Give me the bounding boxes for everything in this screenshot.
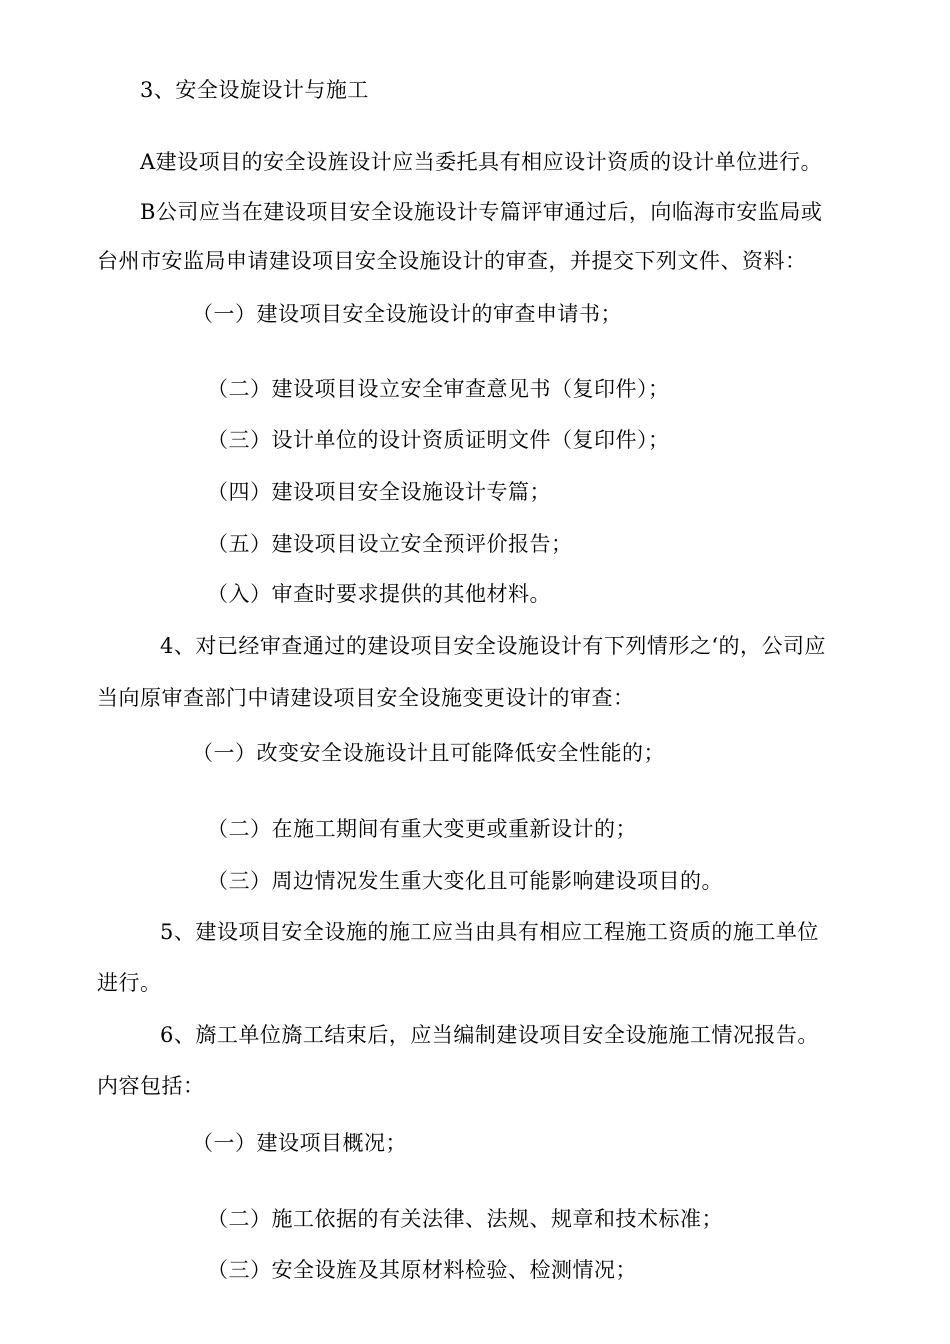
section-3-heading: 3、安全设旋设计与施工	[140, 78, 369, 102]
list-item-6: （入）审查时要求提供的其他材料。	[207, 582, 551, 606]
section-5-line-2: 进行。	[97, 971, 162, 995]
paragraph-a: A建设项目的安全设旌设计应当委托具有相应设计资质的设计单位进行。	[140, 150, 823, 174]
paragraph-b-line-2: 台州市安监局申请建设项目安全设施设计的审查，并提交下列文件、资料：	[97, 249, 807, 273]
list-item-3: （三）设计单位的设计资质证明文件（复印件）；	[207, 428, 670, 452]
section-4-list-item-3: （三）周边情况发生重大变化且可能影响建设项目的。	[207, 869, 723, 893]
section-4-line-2: 当向原审查部门中请建设项目安全设施变更设计的审查：	[97, 686, 635, 710]
section-6-list-item-3: （三）安全设旌及其原材料检验、检测情况；	[207, 1258, 637, 1282]
section-6-list-item-2: （二）施工依据的有关法律、法规、规章和技术标准；	[207, 1207, 723, 1231]
section-6-line-1: 6、旖工单位旖工结束后，应当编制建设项目安全设施施工情况报告。	[160, 1023, 819, 1047]
section-4-line-1: 4、对已经审查通过的建设项目安全设施设计有下列情形之‘的，公司应	[160, 634, 827, 658]
paragraph-b-line-1: B公司应当在建设项目安全设施设计专篇评审通过后，向临海市安监局或	[140, 200, 823, 224]
list-item-4: （四）建设项目安全设施设计专篇；	[207, 480, 551, 504]
section-4-list-item-1: （一）改变安全设施设计且可能降低安全性能的；	[192, 741, 665, 765]
list-item-5: （五）建设项目设立安全预评价报告；	[207, 532, 573, 556]
section-6-line-2: 内容包括：	[97, 1074, 205, 1098]
section-5-line-1: 5、建设项目安全设施的施工应当由具有相应工程施工资质的施工单位	[160, 920, 819, 944]
list-item-2: （二）建设项目设立安全审查意见书（复印件）；	[207, 377, 670, 401]
section-4-list-item-2: （二）在施工期间有重大变更或重新设计的；	[207, 817, 637, 841]
list-item-1: （一）建设项目安全设施设计的审查申请书；	[192, 302, 622, 326]
section-6-list-item-1: （一）建设项目概况；	[192, 1131, 407, 1155]
